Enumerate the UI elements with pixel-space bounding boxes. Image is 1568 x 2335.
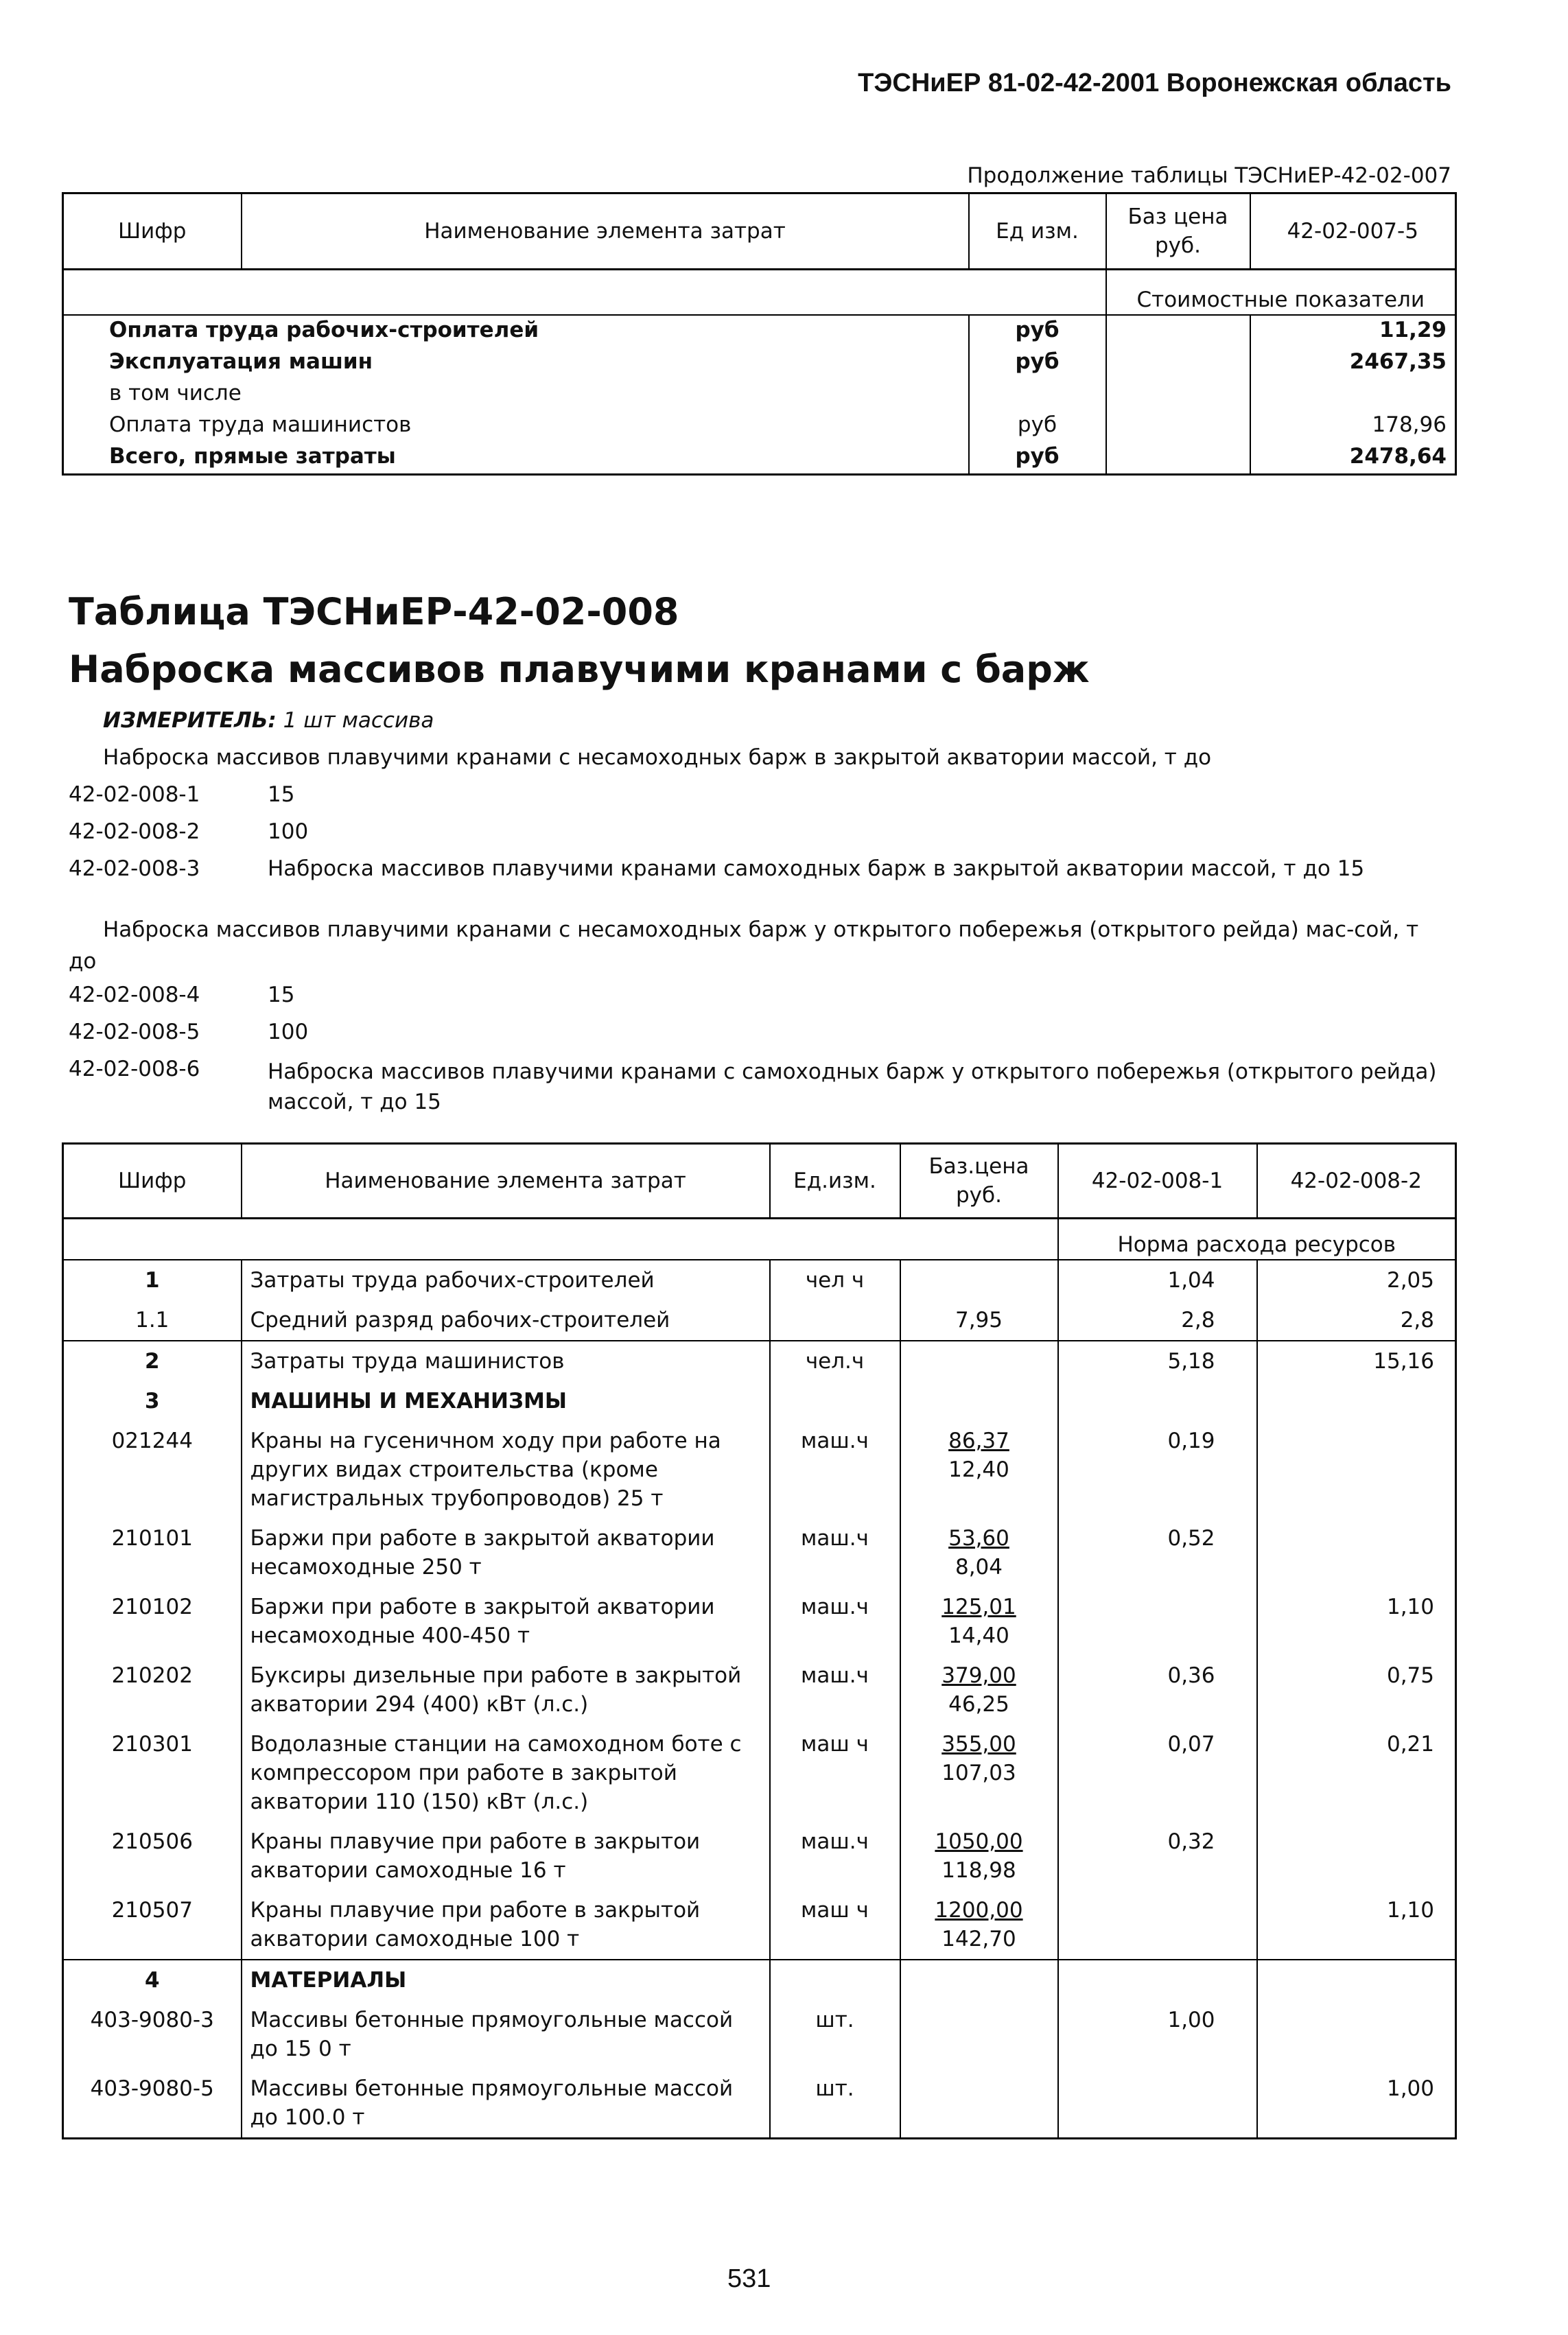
resource-name-cell: Баржи при работе в закрытой акватории несамоходные 400-450 т	[242, 1587, 770, 1656]
column-header: 42-02-007-5	[1250, 193, 1456, 270]
base-price: 53,60	[948, 1526, 1009, 1551]
norm-value-cell: 0,32	[1058, 1822, 1257, 1890]
resource-name-cell: Буксиры дизельные при работе в закрытой акватории 294 (400) кВт (л.с.)	[242, 1656, 770, 1724]
resource-name-cell: Средний разряд рабочих-строителей	[242, 1300, 770, 1341]
table-row	[63, 1518, 1456, 1587]
price-cell	[900, 1822, 1058, 1890]
price-cell	[900, 1341, 1058, 1381]
item-code: 42-02-008-4	[69, 983, 200, 1007]
resource-name-cell: Краны на гусеничном ходу при работе на других видах строительства (кроме магистральных трубопроводов) 25 т	[242, 1421, 770, 1518]
norm-value-cell: 1,10	[1257, 1587, 1456, 1656]
sub-header-label: Норма расхода ресурсов	[1058, 1219, 1456, 1260]
column-header: Наименование элемента затрат	[242, 193, 969, 270]
item-text: 100	[268, 819, 309, 844]
meter	[103, 708, 434, 733]
unit-cell	[770, 1300, 900, 1341]
unit-cell: маш.ч	[770, 1656, 900, 1724]
base-price: 379,00	[941, 1663, 1016, 1688]
item-text: 15	[268, 983, 295, 1007]
value-cell: 2478,64	[1250, 442, 1456, 475]
item-text: 15	[268, 782, 295, 807]
cost-name-cell: Всего, прямые затраты	[109, 444, 396, 469]
table-row	[63, 2000, 1456, 2069]
item-code: 42-02-008-6	[69, 1057, 200, 1081]
base-price: 1050,00	[935, 1829, 1023, 1854]
meter-value: 1 шт массива	[283, 708, 434, 733]
price-cell	[900, 2069, 1058, 2139]
cost-name-cell: Эксплуатация машин	[109, 349, 373, 374]
value-cell: 11,29	[1250, 315, 1456, 347]
norm-value-cell	[1058, 1890, 1257, 1960]
norm-value-cell: 0,21	[1257, 1724, 1456, 1822]
price-cell	[900, 1960, 1058, 2000]
cost-name-cell: Оплата труда машинистов	[109, 412, 412, 437]
column-header: 42-02-008-1	[1058, 1144, 1257, 1219]
table-subtitle: Наброска массивов плавучими кранами с барж	[69, 648, 1090, 691]
value-cell: 2467,35	[1250, 347, 1456, 379]
unit-cell: руб	[969, 442, 1106, 475]
column-header: Баз.цена руб.	[900, 1144, 1058, 1219]
price-cell	[1106, 410, 1250, 442]
unit-cell: шт.	[770, 2069, 900, 2139]
norm-value-cell	[1257, 1960, 1456, 2000]
price-cell	[900, 2000, 1058, 2069]
unit-cell	[969, 379, 1106, 410]
code-cell: 210102	[111, 1595, 193, 1619]
value-cell	[1250, 379, 1456, 410]
intro-text: Наброска массивов плавучими кранами с несамоходных барж в закрытой акватории массой, т до	[103, 745, 1212, 770]
table-row	[63, 1960, 1456, 2000]
wage-price: 14,40	[948, 1623, 1009, 1648]
table-subheader-row	[63, 1219, 1456, 1260]
item-code: 42-02-008-5	[69, 1020, 200, 1044]
table-row	[63, 1260, 1456, 1300]
norm-value-cell: 2,8	[1257, 1300, 1456, 1341]
code-cell: 210202	[111, 1663, 193, 1688]
table-subheader-row	[63, 270, 1456, 316]
table-header-row	[63, 193, 1456, 270]
price-cell	[900, 1381, 1058, 1421]
resource-table-008	[62, 1142, 1457, 2139]
page-number: 531	[727, 2264, 771, 2293]
norm-value-cell: 0,19	[1058, 1421, 1257, 1518]
wage-price: 12,40	[948, 1457, 1009, 1482]
unit-cell: чел.ч	[770, 1341, 900, 1381]
norm-value-cell: 1,04	[1058, 1260, 1257, 1300]
intro-text: Наброска массивов плавучими кранами с несамоходных барж у открытого побережья (открытого рейда) мас-сой, т до	[69, 917, 1419, 974]
resource-name-cell: МАТЕРИАЛЫ	[242, 1960, 770, 2000]
table-row	[63, 379, 1456, 410]
code-cell: 1.1	[135, 1308, 169, 1333]
column-header: 42-02-008-2	[1257, 1144, 1456, 1219]
norm-value-cell	[1257, 1822, 1456, 1890]
item-text: Наброска массивов плавучими кранами самоходных барж в закрытой акватории массой, т до 15	[268, 856, 1365, 881]
wage-price: 107,03	[941, 1761, 1016, 1785]
unit-cell: шт.	[770, 2000, 900, 2069]
wage-price: 8,04	[955, 1555, 1003, 1580]
base-price: 86,37	[948, 1429, 1009, 1453]
table-header-row	[63, 1144, 1456, 1219]
meter-label: ИЗМЕРИТЕЛЬ:	[103, 708, 277, 733]
resource-name-cell: Водолазные станции на самоходном боте с компрессором при работе в закрытой акватории 110 (150) кВт (л.с.)	[242, 1724, 770, 1822]
column-header: Шифр	[63, 1144, 242, 1219]
norm-value-cell	[1257, 1421, 1456, 1518]
cost-name-cell: Оплата труда рабочих-строителей	[109, 318, 539, 342]
wage-price: 142,70	[941, 1927, 1016, 1951]
item-text: Наброска массивов плавучими кранами с самоходных барж у открытого побережья (открытого рейда) массой, т до 15	[268, 1059, 1437, 1114]
price-cell	[900, 1518, 1058, 1587]
unit-cell: маш ч	[770, 1724, 900, 1822]
norm-value-cell: 0,36	[1058, 1656, 1257, 1724]
column-header: Баз цена руб.	[1106, 193, 1250, 270]
wage-price: 118,98	[941, 1858, 1016, 1883]
norm-value-cell	[1058, 1960, 1257, 2000]
column-header: Шифр	[63, 193, 242, 270]
table-row	[63, 2069, 1456, 2139]
resource-name-cell: Массивы бетонные прямоугольные массой до 15 0 т	[242, 2000, 770, 2069]
price-cell	[1106, 379, 1250, 410]
code-cell: 210101	[111, 1526, 193, 1551]
unit-cell	[770, 1381, 900, 1421]
table-row	[63, 1381, 1456, 1421]
norm-value-cell: 2,8	[1058, 1300, 1257, 1341]
item-text: 100	[268, 1020, 309, 1044]
unit-cell: маш.ч	[770, 1587, 900, 1656]
norm-value-cell	[1257, 1381, 1456, 1421]
unit-cell: руб	[969, 410, 1106, 442]
unit-cell: чел ч	[770, 1260, 900, 1300]
resource-name-cell: Баржи при работе в закрытой акватории несамоходные 250 т	[242, 1518, 770, 1587]
resource-name-cell: Затраты труда машинистов	[242, 1341, 770, 1381]
unit-cell	[770, 1960, 900, 2000]
table-row	[63, 347, 1456, 379]
price-cell: 7,95	[900, 1300, 1058, 1341]
resource-name-cell: Массивы бетонные прямоугольные массой до 100.0 т	[242, 2069, 770, 2139]
price-cell	[900, 1890, 1058, 1960]
base-price: 355,00	[941, 1732, 1016, 1757]
code-cell: 210301	[111, 1732, 193, 1757]
unit-cell: маш.ч	[770, 1822, 900, 1890]
table-row	[63, 1300, 1456, 1341]
unit-cell: руб	[969, 315, 1106, 347]
resource-name-cell: МАШИНЫ И МЕХАНИЗМЫ	[242, 1381, 770, 1421]
code-cell: 1	[144, 1268, 160, 1293]
norm-value-cell	[1257, 1518, 1456, 1587]
resource-name-cell: Затраты труда рабочих-строителей	[242, 1260, 770, 1300]
resource-name-cell: Краны плавучие при работе в закрытой акватории самоходные 100 т	[242, 1890, 770, 1960]
norm-value-cell: 0,07	[1058, 1724, 1257, 1822]
code-cell: 403-9080-3	[90, 2008, 214, 2032]
unit-cell: маш.ч	[770, 1518, 900, 1587]
item-code: 42-02-008-2	[69, 819, 200, 844]
column-header: Ед.изм.	[770, 1144, 900, 1219]
wage-price: 46,25	[948, 1692, 1009, 1717]
unit-cell: маш ч	[770, 1890, 900, 1960]
item-code: 42-02-008-1	[69, 782, 200, 807]
norm-value-cell: 1,00	[1257, 2069, 1456, 2139]
norm-value-cell	[1058, 1381, 1257, 1421]
code-cell: 2	[63, 1341, 242, 1381]
column-header: Ед изм.	[969, 193, 1106, 270]
price-cell	[900, 1260, 1058, 1300]
running-title: ТЭСНиЕР 81-02-42-2001 Воронежская область	[858, 69, 1451, 97]
base-price: 125,01	[941, 1595, 1016, 1619]
norm-value-cell: 0,52	[1058, 1518, 1257, 1587]
code-cell: 210507	[111, 1898, 193, 1923]
code-cell: 3	[144, 1389, 160, 1413]
code-cell: 210506	[111, 1829, 193, 1854]
norm-value-cell: 15,16	[1257, 1341, 1456, 1381]
table-row	[63, 410, 1456, 442]
price-cell	[900, 1656, 1058, 1724]
code-cell: 403-9080-5	[90, 2076, 214, 2101]
norm-value-cell: 0,75	[1257, 1656, 1456, 1724]
price-cell	[900, 1724, 1058, 1822]
price-cell	[900, 1421, 1058, 1518]
price-cell	[900, 1587, 1058, 1656]
item-code: 42-02-008-3	[69, 856, 200, 881]
column-header: Наименование элемента затрат	[242, 1144, 770, 1219]
table-row	[63, 1890, 1456, 1960]
table-continuation-note: Продолжение таблицы ТЭСНиЕР-42-02-007	[967, 163, 1451, 188]
base-price: 1200,00	[935, 1898, 1023, 1923]
norm-value-cell: 1,10	[1257, 1890, 1456, 1960]
table-title: Таблица ТЭСНиЕР-42-02-008	[69, 590, 679, 633]
cost-table-007	[62, 192, 1457, 476]
table-row	[63, 1341, 1456, 1381]
norm-value-cell	[1058, 2069, 1257, 2139]
price-cell	[1106, 442, 1250, 475]
norm-value-cell	[1058, 1587, 1257, 1656]
price-cell	[1106, 347, 1250, 379]
table-row	[63, 1656, 1456, 1724]
unit-cell: маш.ч	[770, 1421, 900, 1518]
code-cell: 021244	[111, 1429, 193, 1453]
table-row	[63, 315, 1456, 347]
table-row	[63, 1724, 1456, 1822]
table-row	[63, 442, 1456, 475]
table-row	[63, 1822, 1456, 1890]
norm-value-cell: 1,00	[1058, 2000, 1257, 2069]
sub-header-label: Стоимостные показатели	[1106, 270, 1456, 316]
unit-cell: руб	[969, 347, 1106, 379]
value-cell: 178,96	[1250, 410, 1456, 442]
price-cell	[1106, 315, 1250, 347]
cost-name-cell: в том числе	[109, 381, 242, 406]
table-row	[63, 1587, 1456, 1656]
table-row	[63, 1421, 1456, 1518]
norm-value-cell: 5,18	[1058, 1341, 1257, 1381]
code-cell: 4	[63, 1960, 242, 2000]
norm-value-cell: 2,05	[1257, 1260, 1456, 1300]
resource-name-cell: Краны плавучие при работе в закрытои акватории самоходные 16 т	[242, 1822, 770, 1890]
norm-value-cell	[1257, 2000, 1456, 2069]
